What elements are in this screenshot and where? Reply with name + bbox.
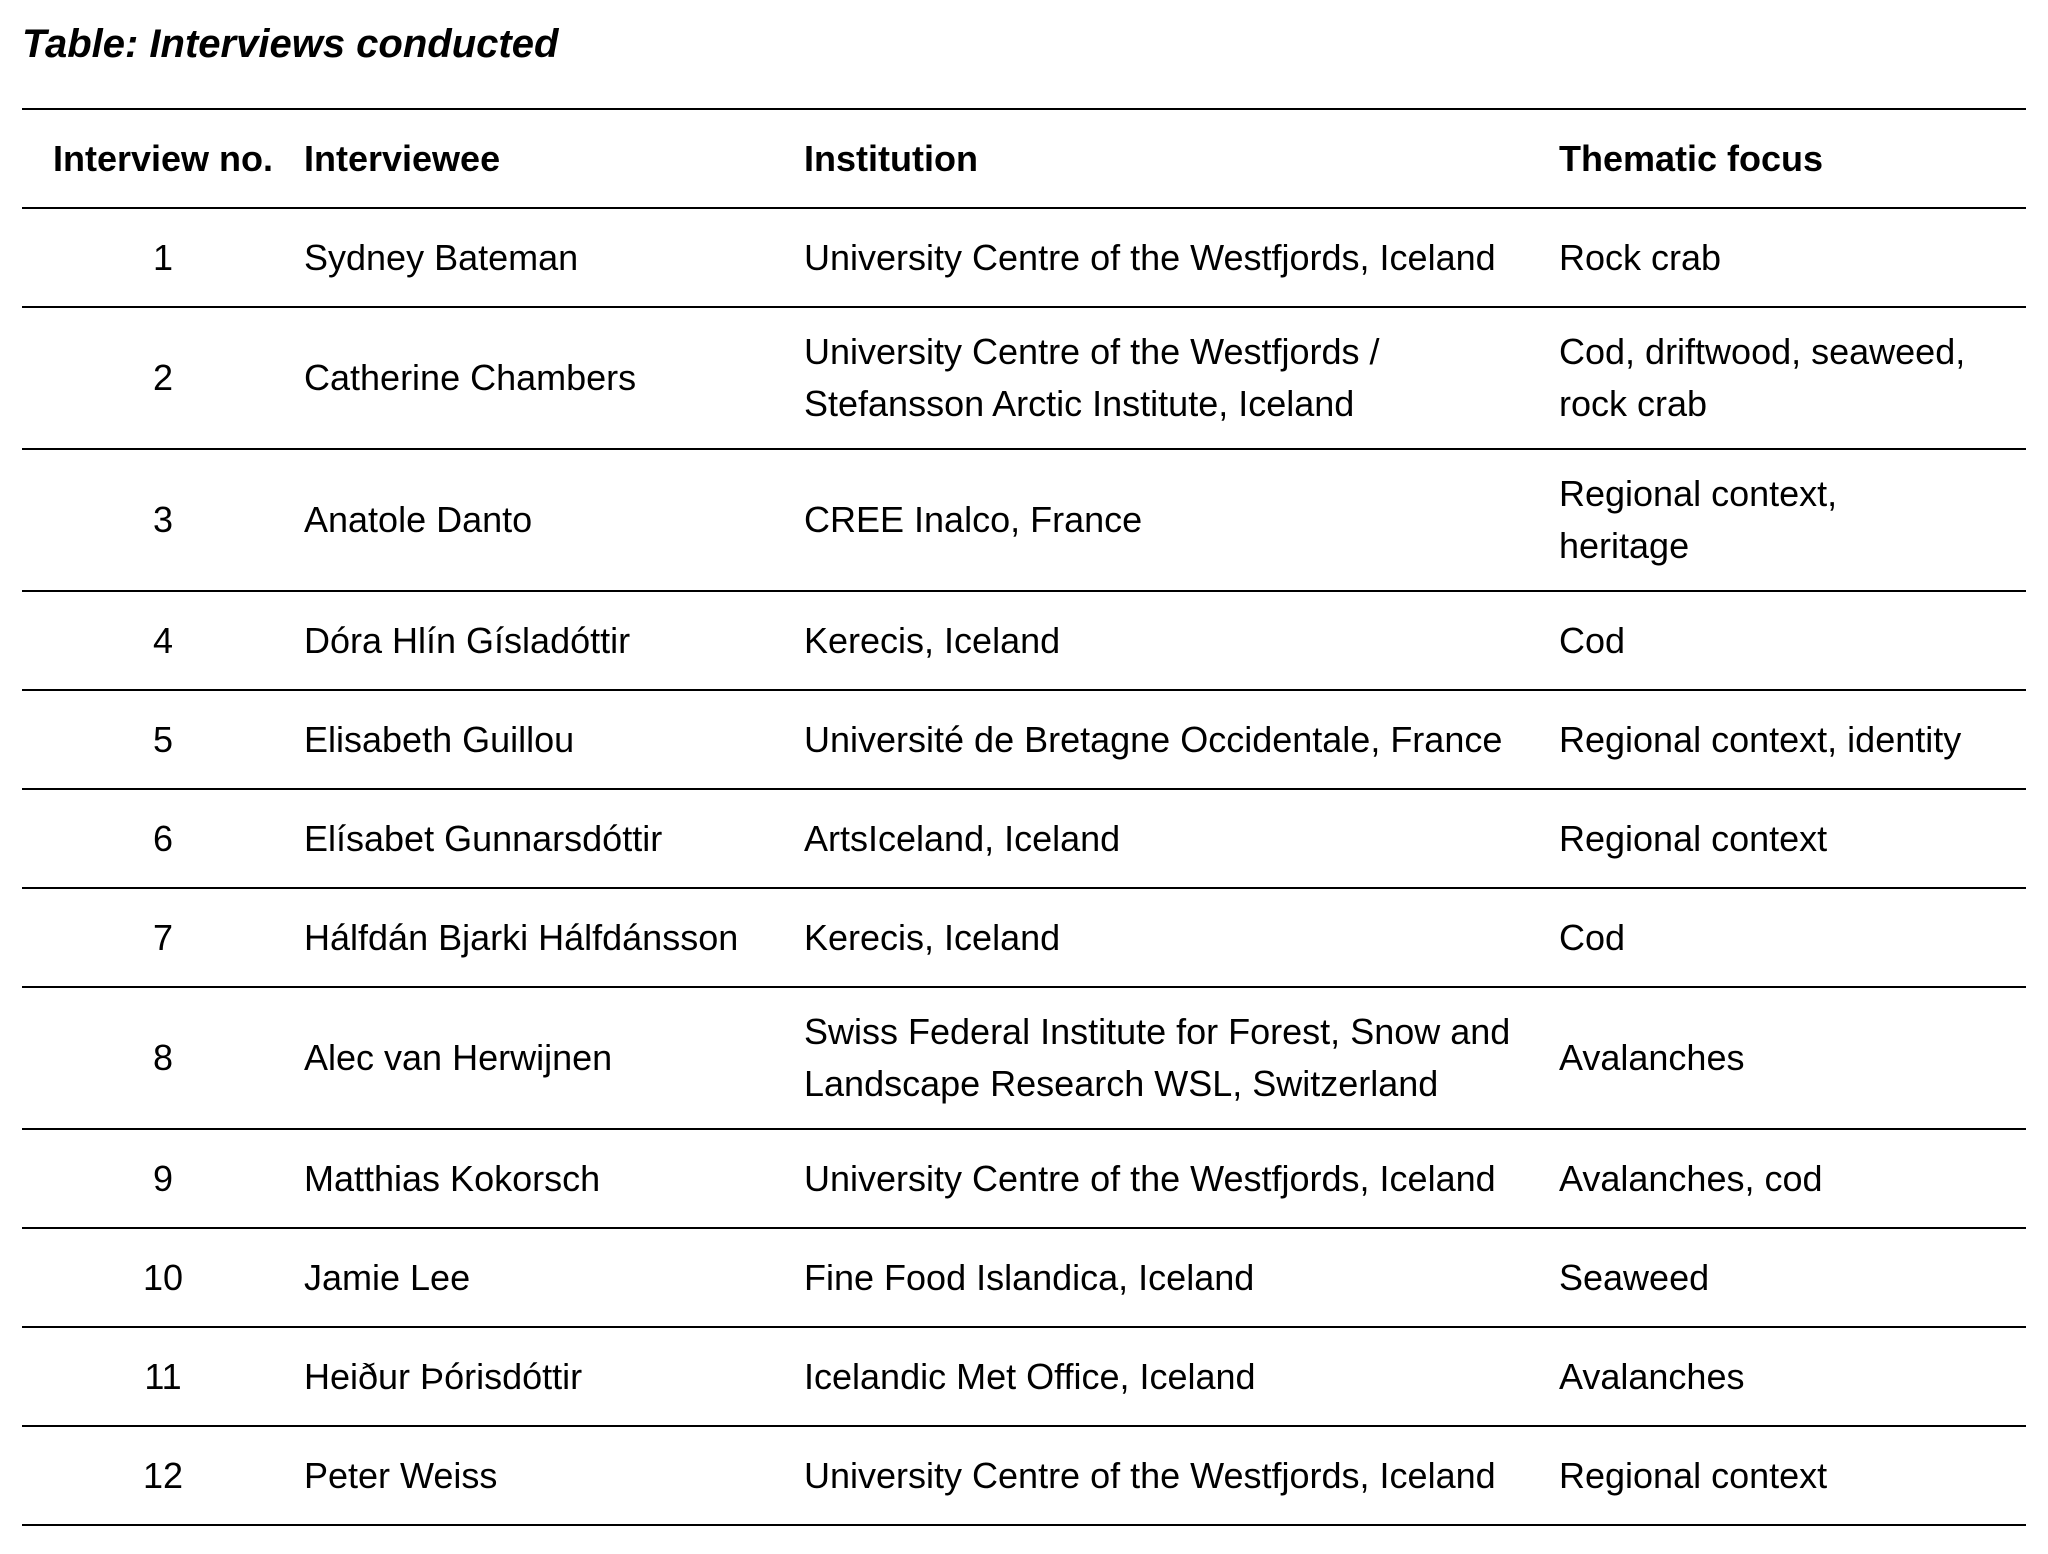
table-row xyxy=(22,1327,2026,1426)
header-interview-no: Interview no. xyxy=(22,109,304,208)
institution-cell: Fine Food Islandica, Iceland xyxy=(804,1228,1559,1327)
table-row xyxy=(22,987,2026,1129)
interview-no-cell: 11 xyxy=(22,1327,304,1426)
table-row xyxy=(22,307,2026,449)
thematic-focus-cell: Regional context, heritage xyxy=(1559,449,2026,591)
interview-no-cell: 5 xyxy=(22,690,304,789)
institution-cell: University Centre of the Westfjords, Iceland xyxy=(804,1426,1559,1525)
thematic-focus-cell: Avalanches, cod xyxy=(1559,1129,2026,1228)
interviewee-cell: Anatole Danto xyxy=(304,449,804,591)
table-row xyxy=(22,449,2026,591)
thematic-focus-cell: Regional context xyxy=(1559,1426,2026,1525)
interviewee-cell: Peter Weiss xyxy=(304,1426,804,1525)
table-row xyxy=(22,1129,2026,1228)
table-row xyxy=(22,208,2026,307)
institution-cell: University Centre of the Westfjords, Iceland xyxy=(804,1129,1559,1228)
interviewee-cell: Jamie Lee xyxy=(304,1228,804,1327)
table-row xyxy=(22,789,2026,888)
institution-cell: University Centre of the Westfjords, Iceland xyxy=(804,208,1559,307)
thematic-focus-cell: Avalanches xyxy=(1559,987,2026,1129)
header-thematic-focus: Thematic focus xyxy=(1559,109,2026,208)
table-row xyxy=(22,591,2026,690)
interview-no-cell: 10 xyxy=(22,1228,304,1327)
interview-no-cell: 6 xyxy=(22,789,304,888)
interviewee-cell: Heiður Þórisdóttir xyxy=(304,1327,804,1426)
thematic-focus-cell: Cod xyxy=(1559,591,2026,690)
interviewee-cell: Elísabet Gunnarsdóttir xyxy=(304,789,804,888)
institution-cell: ArtsIceland, Iceland xyxy=(804,789,1559,888)
institution-cell: Kerecis, Iceland xyxy=(804,591,1559,690)
header-institution: Institution xyxy=(804,109,1559,208)
table-row xyxy=(22,888,2026,987)
interview-no-cell: 12 xyxy=(22,1426,304,1525)
header-row xyxy=(22,109,2026,208)
interviewee-cell: Alec van Herwijnen xyxy=(304,987,804,1129)
header-interviewee: Interviewee xyxy=(304,109,804,208)
institution-cell: Kerecis, Iceland xyxy=(804,888,1559,987)
interview-no-cell: 7 xyxy=(22,888,304,987)
table-row xyxy=(22,1228,2026,1327)
interview-no-cell: 8 xyxy=(22,987,304,1129)
thematic-focus-cell: Regional context xyxy=(1559,789,2026,888)
interview-no-cell: 1 xyxy=(22,208,304,307)
table-row xyxy=(22,690,2026,789)
thematic-focus-cell: Rock crab xyxy=(1559,208,2026,307)
interviewee-cell: Sydney Bateman xyxy=(304,208,804,307)
interview-no-cell: 3 xyxy=(22,449,304,591)
interview-no-cell: 4 xyxy=(22,591,304,690)
table-row xyxy=(22,1426,2026,1525)
interviews-table xyxy=(22,108,2026,1526)
institution-cell: CREE Inalco, France xyxy=(804,449,1559,591)
interviewee-cell: Dóra Hlín Gísladóttir xyxy=(304,591,804,690)
table-caption: Table: Interviews conducted xyxy=(22,22,559,66)
institution-cell: Icelandic Met Office, Iceland xyxy=(804,1327,1559,1426)
interview-no-cell: 2 xyxy=(22,307,304,449)
interview-no-cell: 9 xyxy=(22,1129,304,1228)
thematic-focus-cell: Cod, driftwood, seaweed, rock crab xyxy=(1559,307,2026,449)
interviewee-cell: Elisabeth Guillou xyxy=(304,690,804,789)
institution-cell: Swiss Federal Institute for Forest, Snow and Landscape Research WSL, Switzerland xyxy=(804,987,1559,1129)
interviewee-cell: Hálfdán Bjarki Hálfdánsson xyxy=(304,888,804,987)
thematic-focus-cell: Cod xyxy=(1559,888,2026,987)
thematic-focus-cell: Regional context, identity xyxy=(1559,690,2026,789)
interviewee-cell: Catherine Chambers xyxy=(304,307,804,449)
interviewee-cell: Matthias Kokorsch xyxy=(304,1129,804,1228)
thematic-focus-cell: Avalanches xyxy=(1559,1327,2026,1426)
thematic-focus-cell: Seaweed xyxy=(1559,1228,2026,1327)
institution-cell: University Centre of the Westfjords / Stefansson Arctic Institute, Iceland xyxy=(804,307,1559,449)
institution-cell: Université de Bretagne Occidentale, France xyxy=(804,690,1559,789)
